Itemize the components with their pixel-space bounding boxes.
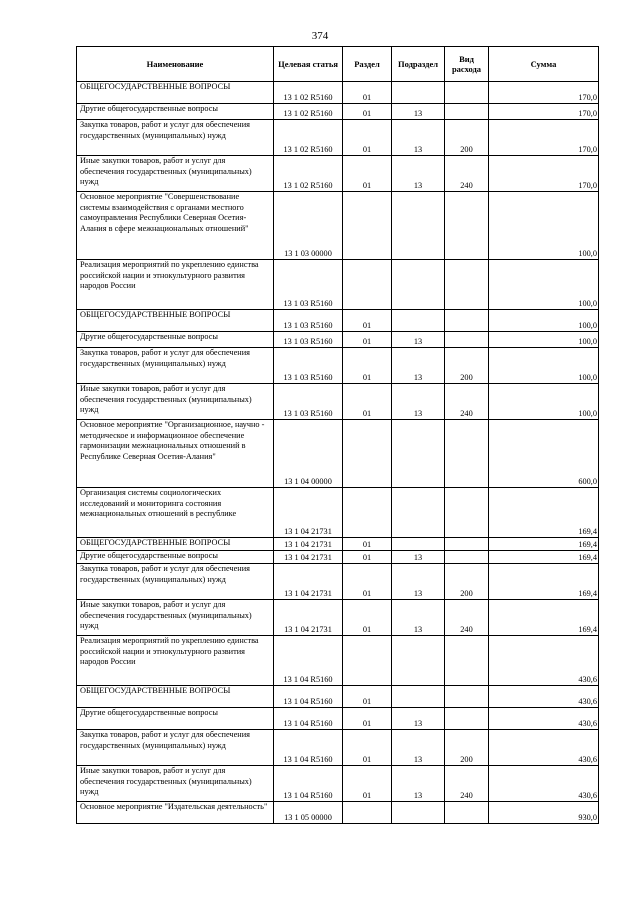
cell-podr: 13 (392, 348, 445, 384)
cell-podr (392, 538, 445, 551)
cell-vid: 240 (445, 384, 489, 420)
cell-podr (392, 82, 445, 104)
cell-razd (343, 802, 392, 824)
cell-podr: 13 (392, 600, 445, 636)
table-row (77, 730, 599, 766)
cell-sum: 100,0 (489, 192, 599, 260)
cell-code: 13 1 02 R5160 (274, 120, 343, 156)
cell-razd (343, 636, 392, 686)
cell-sum: 170,0 (489, 120, 599, 156)
cell-code: 13 1 04 R5160 (274, 636, 343, 686)
cell-vid (445, 104, 489, 120)
cell-vid (445, 260, 489, 310)
cell-podr (392, 420, 445, 488)
cell-sum: 430,6 (489, 708, 599, 730)
cell-sum: 100,0 (489, 332, 599, 348)
cell-podr: 13 (392, 120, 445, 156)
cell-vid (445, 310, 489, 332)
cell-sum: 170,0 (489, 104, 599, 120)
cell-code: 13 1 03 R5160 (274, 332, 343, 348)
cell-podr: 13 (392, 730, 445, 766)
header-sum: Сумма (489, 47, 599, 82)
cell-code: 13 1 04 21731 (274, 564, 343, 600)
cell-vid: 240 (445, 600, 489, 636)
cell-podr: 13 (392, 332, 445, 348)
table-row (77, 420, 599, 488)
cell-vid (445, 686, 489, 708)
cell-code: 13 1 02 R5160 (274, 82, 343, 104)
cell-podr (392, 636, 445, 686)
table-row (77, 260, 599, 310)
header-subsection: Подраздел (392, 47, 445, 82)
cell-name: ОБЩЕГОСУДАРСТВЕННЫЕ ВОПРОСЫ (77, 686, 274, 708)
cell-code: 13 1 04 R5160 (274, 730, 343, 766)
cell-name: Иные закупки товаров, работ и услуг для обеспечения государственных (муниципальных) нужд (77, 600, 274, 636)
cell-name: Организация системы социологических исследований и мониторинга состояния межнациональных отношений в республике (77, 488, 274, 538)
cell-razd: 01 (343, 730, 392, 766)
cell-sum: 169,4 (489, 600, 599, 636)
cell-podr: 13 (392, 551, 445, 564)
cell-razd: 01 (343, 156, 392, 192)
cell-sum: 430,6 (489, 636, 599, 686)
cell-podr: 13 (392, 104, 445, 120)
cell-name: Иные закупки товаров, работ и услуг для обеспечения государственных (муниципальных) нужд (77, 156, 274, 192)
cell-podr (392, 260, 445, 310)
cell-sum: 100,0 (489, 348, 599, 384)
cell-vid (445, 708, 489, 730)
table-row (77, 636, 599, 686)
header-expense-type: Вид расхода (445, 47, 489, 82)
cell-name: Иные закупки товаров, работ и услуг для обеспечения государственных (муниципальных) нужд (77, 766, 274, 802)
cell-vid (445, 538, 489, 551)
cell-sum: 600,0 (489, 420, 599, 488)
cell-sum: 100,0 (489, 260, 599, 310)
cell-code: 13 1 04 21731 (274, 488, 343, 538)
table-row (77, 192, 599, 260)
cell-code: 13 1 03 R5160 (274, 310, 343, 332)
cell-name: ОБЩЕГОСУДАРСТВЕННЫЕ ВОПРОСЫ (77, 538, 274, 551)
cell-code: 13 1 04 R5160 (274, 686, 343, 708)
cell-sum: 169,4 (489, 564, 599, 600)
table-row (77, 82, 599, 104)
cell-code: 13 1 03 R5160 (274, 260, 343, 310)
cell-razd (343, 260, 392, 310)
cell-podr: 13 (392, 708, 445, 730)
table-row (77, 708, 599, 730)
header-section: Раздел (343, 47, 392, 82)
cell-podr: 13 (392, 564, 445, 600)
cell-podr: 13 (392, 766, 445, 802)
cell-name: Основное мероприятие "Издательская деятельность" (77, 802, 274, 824)
cell-razd (343, 488, 392, 538)
cell-name: Основное мероприятие "Совершенствование системы взаимодействия с органами местного самоуправления Республики Северная Осетия-Алания в сфере межнациональных отношений" (77, 192, 274, 260)
cell-razd: 01 (343, 310, 392, 332)
cell-name: Другие общегосударственные вопросы (77, 104, 274, 120)
cell-razd (343, 192, 392, 260)
cell-razd: 01 (343, 600, 392, 636)
cell-razd: 01 (343, 104, 392, 120)
cell-code: 13 1 03 R5160 (274, 348, 343, 384)
cell-razd: 01 (343, 708, 392, 730)
cell-razd: 01 (343, 82, 392, 104)
cell-name: ОБЩЕГОСУДАРСТВЕННЫЕ ВОПРОСЫ (77, 310, 274, 332)
page-number: 374 (311, 30, 329, 42)
cell-vid: 200 (445, 564, 489, 600)
table-row (77, 348, 599, 384)
cell-razd: 01 (343, 564, 392, 600)
cell-razd (343, 420, 392, 488)
table-row (77, 156, 599, 192)
cell-sum: 169,4 (489, 551, 599, 564)
cell-code: 13 1 02 R5160 (274, 104, 343, 120)
cell-name: Основное мероприятие "Организационное, научно - методическое и информационное обеспечение гармонизации межнациональных отношений в Республике Северная Осетия-Алания" (77, 420, 274, 488)
cell-vid: 200 (445, 120, 489, 156)
cell-sum: 430,6 (489, 766, 599, 802)
cell-code: 13 1 04 R5160 (274, 766, 343, 802)
cell-podr (392, 488, 445, 538)
cell-razd: 01 (343, 766, 392, 802)
cell-name: ОБЩЕГОСУДАРСТВЕННЫЕ ВОПРОСЫ (77, 82, 274, 104)
cell-name: Иные закупки товаров, работ и услуг для обеспечения государственных (муниципальных) нужд (77, 384, 274, 420)
table-row (77, 120, 599, 156)
cell-code: 13 1 04 21731 (274, 551, 343, 564)
cell-code: 13 1 05 00000 (274, 802, 343, 824)
cell-name: Закупка товаров, работ и услуг для обеспечения государственных (муниципальных) нужд (77, 564, 274, 600)
cell-code: 13 1 03 R5160 (274, 384, 343, 420)
table-row (77, 384, 599, 420)
cell-podr: 13 (392, 156, 445, 192)
cell-name: Другие общегосударственные вопросы (77, 332, 274, 348)
cell-name: Другие общегосударственные вопросы (77, 708, 274, 730)
cell-vid (445, 802, 489, 824)
cell-code: 13 1 04 21731 (274, 538, 343, 551)
cell-razd: 01 (343, 384, 392, 420)
cell-name: Закупка товаров, работ и услуг для обеспечения государственных (муниципальных) нужд (77, 120, 274, 156)
cell-vid (445, 420, 489, 488)
table-row (77, 564, 599, 600)
cell-sum: 430,6 (489, 686, 599, 708)
table-row (77, 538, 599, 551)
cell-razd: 01 (343, 332, 392, 348)
cell-vid: 200 (445, 348, 489, 384)
table-row (77, 332, 599, 348)
cell-podr: 13 (392, 384, 445, 420)
cell-name: Закупка товаров, работ и услуг для обеспечения государственных (муниципальных) нужд (77, 348, 274, 384)
table-row (77, 686, 599, 708)
cell-sum: 100,0 (489, 384, 599, 420)
cell-code: 13 1 03 00000 (274, 192, 343, 260)
table-row (77, 310, 599, 332)
cell-razd: 01 (343, 538, 392, 551)
table-header-row (77, 47, 599, 82)
budget-table (76, 46, 599, 824)
cell-sum: 170,0 (489, 82, 599, 104)
cell-vid (445, 332, 489, 348)
cell-vid: 240 (445, 766, 489, 802)
table-row (77, 802, 599, 824)
cell-code: 13 1 04 00000 (274, 420, 343, 488)
cell-vid (445, 488, 489, 538)
cell-sum: 430,6 (489, 730, 599, 766)
table-row (77, 488, 599, 538)
cell-vid (445, 192, 489, 260)
cell-name: Реализация мероприятий по укреплению единства российской нации и этнокультурного развития народов России (77, 260, 274, 310)
cell-vid (445, 82, 489, 104)
cell-razd: 01 (343, 120, 392, 156)
cell-razd: 01 (343, 348, 392, 384)
cell-podr (392, 310, 445, 332)
cell-sum: 169,4 (489, 538, 599, 551)
cell-sum: 169,4 (489, 488, 599, 538)
cell-podr (392, 192, 445, 260)
cell-sum: 170,0 (489, 156, 599, 192)
table-row (77, 104, 599, 120)
cell-sum: 100,0 (489, 310, 599, 332)
cell-razd: 01 (343, 686, 392, 708)
cell-vid: 200 (445, 730, 489, 766)
cell-name: Закупка товаров, работ и услуг для обеспечения государственных (муниципальных) нужд (77, 730, 274, 766)
cell-vid (445, 636, 489, 686)
cell-name: Другие общегосударственные вопросы (77, 551, 274, 564)
table-row (77, 600, 599, 636)
table-row (77, 766, 599, 802)
header-name: Наименование (77, 47, 274, 82)
cell-razd: 01 (343, 551, 392, 564)
cell-code: 13 1 02 R5160 (274, 156, 343, 192)
cell-vid (445, 551, 489, 564)
cell-podr (392, 686, 445, 708)
cell-sum: 930,0 (489, 802, 599, 824)
table-row (77, 551, 599, 564)
cell-name: Реализация мероприятий по укреплению единства российской нации и этнокультурного развития народов России (77, 636, 274, 686)
cell-vid: 240 (445, 156, 489, 192)
cell-podr (392, 802, 445, 824)
cell-code: 13 1 04 R5160 (274, 708, 343, 730)
header-target: Целевая статья (274, 47, 343, 82)
cell-code: 13 1 04 21731 (274, 600, 343, 636)
